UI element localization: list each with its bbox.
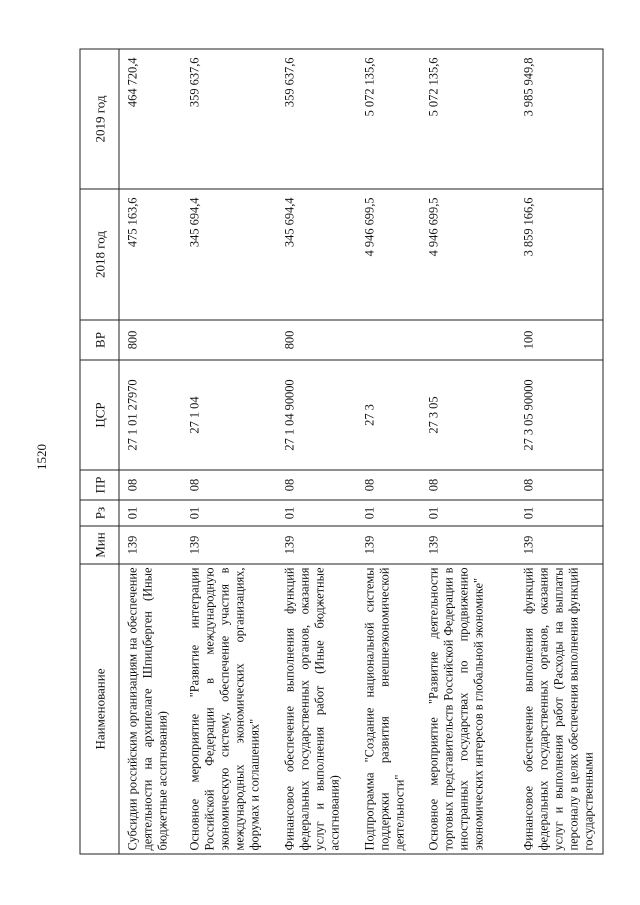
cell-2018: 345 694,4: [276, 189, 356, 320]
cell-min: 139: [515, 526, 603, 564]
cell-pr: 08: [119, 470, 181, 500]
budget-table: [79, 49, 603, 855]
cell-csr: 27 3: [356, 360, 420, 470]
header-rz: Рз: [80, 500, 119, 526]
cell-min: 139: [420, 526, 515, 564]
cell-csr: 27 1 04 90000: [276, 360, 356, 470]
header-pr: ПР: [80, 470, 119, 500]
cell-2018: 475 163,6: [119, 189, 181, 320]
header-csr: ЦСР: [80, 360, 119, 470]
table-row: [515, 49, 603, 854]
cell-csr: 27 1 04: [181, 360, 276, 470]
cell-vr: 800: [276, 320, 356, 360]
header-2018: 2018 год: [80, 189, 119, 320]
cell-2019: 5 072 135,6: [356, 49, 420, 189]
cell-pr: 08: [356, 470, 420, 500]
header-min: Мин: [80, 526, 119, 564]
cell-2019: 464 720,4: [119, 49, 181, 189]
cell-2018: 345 694,4: [181, 189, 276, 320]
cell-2019: 3 985 949,8: [515, 49, 603, 189]
cell-name: Подпрограмма "Создание национальной системы поддержки развития внешнеэкономической деятельности": [356, 564, 420, 854]
cell-csr: 27 3 05 90000: [515, 360, 603, 470]
cell-2019: 359 637,6: [276, 49, 356, 189]
header-2019: 2019 год: [80, 49, 119, 189]
table-row: [181, 49, 276, 854]
cell-name: Финансовое обеспечение выполнения функций федеральных государственных органов, оказания услуг и выполнения работ (Расходы на выплаты персоналу в целях обеспечения выполнения функций государственными: [515, 564, 603, 854]
cell-csr: 27 1 01 27970: [119, 360, 181, 470]
cell-2018: 4 946 699,5: [420, 189, 515, 320]
cell-csr: 27 3 05: [420, 360, 515, 470]
cell-min: 139: [356, 526, 420, 564]
cell-name: Финансовое обеспечение выполнения функций федеральных государственных органов, оказания услуг и выполнения работ (Иные бюджетные ассигнования): [276, 564, 356, 854]
cell-min: 139: [276, 526, 356, 564]
cell-rz: 01: [119, 500, 181, 526]
header-name: Наименование: [80, 564, 119, 854]
cell-rz: 01: [276, 500, 356, 526]
table-row: [420, 49, 515, 854]
page-number: 1520: [34, 444, 49, 470]
cell-pr: 08: [276, 470, 356, 500]
cell-pr: 08: [420, 470, 515, 500]
header-vr: ВР: [80, 320, 119, 360]
table-header-row: [80, 49, 119, 854]
cell-min: 139: [181, 526, 276, 564]
cell-rz: 01: [420, 500, 515, 526]
cell-name: Субсидии российским организациям на обеспечение деятельности на архипелаге Шпицберген (Иные бюджетные ассигнования): [119, 564, 181, 854]
table-row: [119, 49, 181, 854]
cell-rz: 01: [515, 500, 603, 526]
cell-2018: 3 859 166,6: [515, 189, 603, 320]
table-row: [356, 49, 420, 854]
cell-vr: 100: [515, 320, 603, 360]
cell-rz: 01: [181, 500, 276, 526]
cell-vr: [181, 320, 276, 360]
cell-2019: 5 072 135,6: [420, 49, 515, 189]
cell-rz: 01: [356, 500, 420, 526]
cell-2019: 359 637,6: [181, 49, 276, 189]
cell-pr: 08: [515, 470, 603, 500]
cell-name: Основное мероприятие "Развитие деятельности торговых представительств Российской Федерации в иностранных государствах по продвижению экономических интересов в глобальной экономике": [420, 564, 515, 854]
cell-vr: 800: [119, 320, 181, 360]
cell-vr: [356, 320, 420, 360]
table-row: [276, 49, 356, 854]
cell-vr: [420, 320, 515, 360]
cell-name: Основное мероприятие "Развитие интеграции Российской Федерации в международную экономическую систему, обеспечение участия в международных экономических организациях, форумах и соглашениях": [181, 564, 276, 854]
rotated-table-container: [79, 50, 595, 855]
cell-min: 139: [119, 526, 181, 564]
cell-2018: 4 946 699,5: [356, 189, 420, 320]
cell-pr: 08: [181, 470, 276, 500]
